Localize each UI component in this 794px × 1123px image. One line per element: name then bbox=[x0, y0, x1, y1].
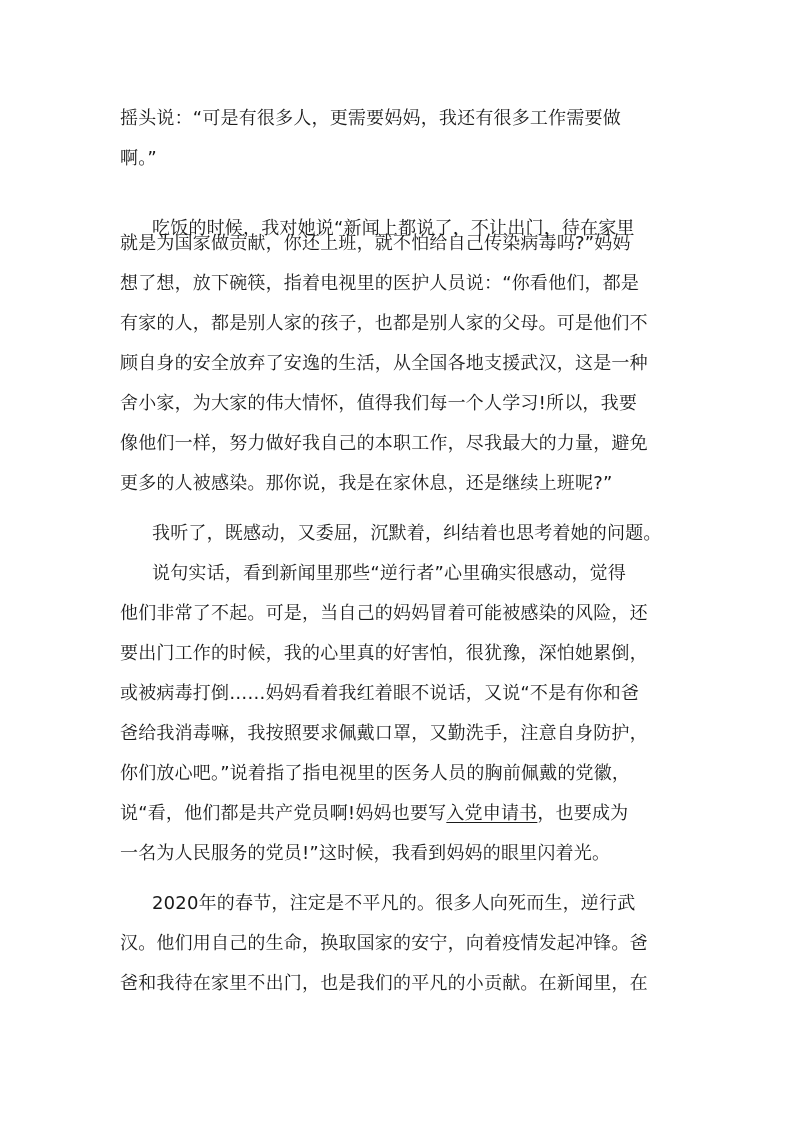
text-line: 一名为人民服务的党员!”这时候，我看到妈妈的眼里闪着光。 bbox=[120, 843, 611, 864]
text-line: 更多的人被感染。那你说，我是在家休息，还是继续上班呢?” bbox=[120, 473, 613, 494]
text-line: 说句实话，看到新闻里那些“逆行者”心里确实很感动，觉得 bbox=[152, 563, 627, 584]
text-line: 舍小家，为大家的伟大情怀，值得我们每一个人学习!所以，我要 bbox=[120, 393, 638, 414]
text-line: 2020年的春节，注定是不平凡的。很多人向死而生，逆行武 bbox=[152, 893, 636, 914]
text-segment: 说“看，他们都是共产党员啊!妈妈也要写 bbox=[120, 803, 447, 824]
text-line: 他们非常了不起。可是，当自己的妈妈冒着可能被感染的风险，还 bbox=[120, 603, 648, 624]
text-line: 就是为国家做贡献，你还上班，就不怕给自己传染病毒吗?”妈妈 bbox=[120, 233, 631, 254]
text-line: 顾自身的安全放弃了安逸的生活，从全国各地支援武汉，这是一种 bbox=[120, 353, 648, 374]
text-line: 啊。” bbox=[120, 148, 157, 169]
text-line: 有家的人，都是别人家的孩子，也都是别人家的父母。可是他们不 bbox=[120, 313, 648, 334]
party-application-link[interactable]: 入党申请书 bbox=[446, 803, 538, 824]
text-line: 汉。他们用自己的生命，换取国家的安宁，向着疫情发起冲锋。爸 bbox=[120, 933, 648, 954]
text-line bbox=[120, 802, 628, 826]
text-line: 想了想，放下碗筷，指着电视里的医护人员说：“你看他们，都是 bbox=[120, 273, 640, 294]
text-line: 你们放心吧。”说着指了指电视里的医务人员的胸前佩戴的党徽， bbox=[120, 763, 631, 784]
text-line: 或被病毒打倒……妈妈看着我红着眼不说话，又说“不是有你和爸 bbox=[120, 683, 640, 704]
text-line: 要出门工作的时候，我的心里真的好害怕，很犹豫，深怕她累倒， bbox=[120, 643, 648, 664]
text-line: 摇头说：“可是有很多人，更需要妈妈，我还有很多工作需要做 bbox=[120, 108, 621, 129]
text-line: 爸给我消毒嘛，我按照要求佩戴口罩，又勤洗手，注意自身防护， bbox=[120, 723, 648, 744]
text-line: 像他们一样，努力做好我自己的本职工作，尽我最大的力量，避免 bbox=[120, 433, 648, 454]
text-line: 爸和我待在家里不出门，也是我们的平凡的小贡献。在新闻里，在 bbox=[120, 973, 648, 994]
text-segment: ，也要成为 bbox=[537, 803, 629, 824]
text-line: 我听了，既感动，又委屈，沉默着，纠结着也思考着她的问题。 bbox=[152, 523, 662, 544]
text-line: 吃饭的时候，我对她说“新闻上都说了，不让出门，待在家里 bbox=[152, 218, 635, 239]
